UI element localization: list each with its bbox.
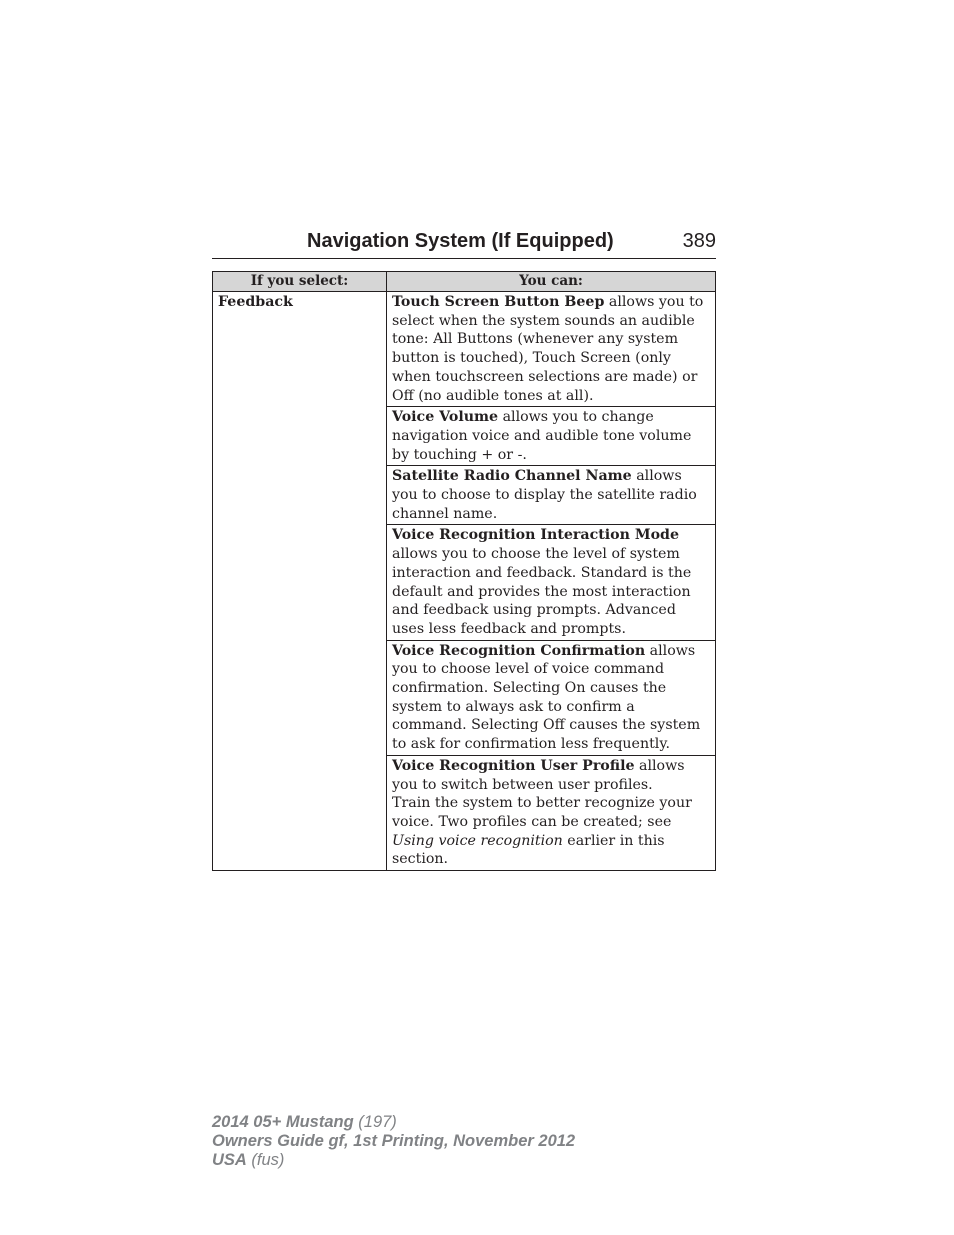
table-header-row	[213, 272, 716, 292]
cross-reference-link[interactable]: Using voice recognition	[392, 832, 563, 849]
option-text-suffix: earlier in this section.	[392, 832, 665, 868]
option-text: allows you to select when the system sounds an audible tone: All Buttons (whenever any system button is touched), Touch Screen (only when touchscreen selections are made) or Off (no audible tones at all).	[392, 294, 704, 404]
option-text: allows you to choose the level of system interaction and feedback. Standard is the default and provides the most interaction and feedback using prompts. Advanced uses less feedback and prompts.	[392, 546, 692, 637]
page-header	[212, 228, 716, 259]
footer-model-code: (197)	[353, 1113, 397, 1131]
description-cell	[387, 525, 716, 640]
footer-market: USA	[212, 1151, 247, 1169]
option-term: Voice Recognition User Profile	[392, 757, 635, 774]
option-term: Voice Volume	[392, 409, 499, 426]
section-title: Navigation System (If Equipped)	[307, 230, 614, 252]
description-cell	[387, 407, 716, 466]
option-extra-text: Train the system to better recognize your voice. Two profiles can be created; see	[392, 795, 692, 830]
option-term: Satellite Radio Channel Name	[392, 468, 632, 485]
option-text: allows you to change navigation voice and audible tone volume by touching + or -.	[392, 409, 692, 463]
footer-line-model	[212, 1113, 575, 1132]
footer-line-market	[212, 1151, 575, 1170]
option-text: allows you to switch between user profiles.	[392, 757, 685, 793]
description-cell	[387, 292, 716, 407]
table-row	[213, 292, 716, 407]
option-text: allows you to choose level of voice command confirmation. Selecting On causes the system to always ask to confirm a command. Selecting Off causes the system to ask for confirmation less frequently.	[392, 642, 701, 753]
selection-cell: Feedback	[213, 292, 387, 871]
column-header-select: If you select:	[213, 272, 387, 292]
option-term: Voice Recognition Interaction Mode	[392, 527, 679, 544]
description-cell	[387, 640, 716, 755]
option-term: Voice Recognition Confirmation	[392, 642, 646, 659]
option-text: allows you to choose to display the satellite radio channel name.	[392, 468, 697, 522]
footer-line-guide: Owners Guide gf, 1st Printing, November 2012	[212, 1132, 576, 1150]
page-number: 389	[682, 230, 716, 252]
description-cell	[387, 466, 716, 525]
footer-model: 2014 05+ Mustang	[212, 1113, 354, 1131]
page-footer	[212, 1113, 575, 1170]
footer-market-code: (fus)	[246, 1151, 285, 1169]
column-header-can: You can:	[387, 272, 716, 292]
description-cell	[387, 755, 716, 870]
option-term: Touch Screen Button Beep	[392, 294, 605, 310]
feedback-options-table	[212, 271, 716, 871]
